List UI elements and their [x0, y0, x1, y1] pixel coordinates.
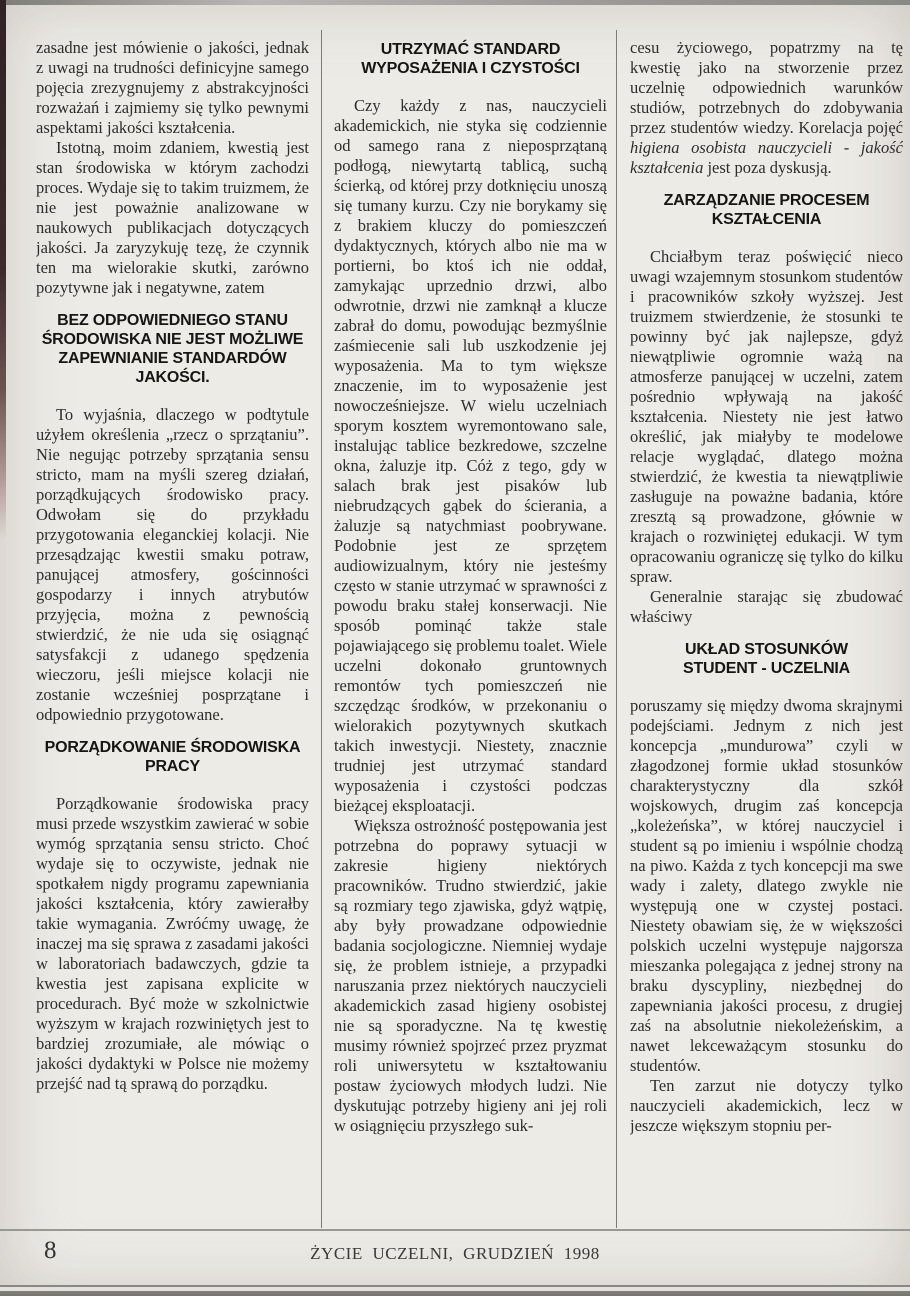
paragraph-text: jest poza dyskusją. — [703, 158, 832, 177]
footer-rule — [0, 1229, 910, 1231]
footer-journal-title: ŻYCIE UCZELNI, GRUDZIEŃ 1998 — [310, 1244, 600, 1263]
paragraph: Chciałbym teraz poświęcić nieco uwagi wzajemnym stosunkom studentów i pracowników szkoły wyższej. Jest truizmem stwierdzenie, że stosunki te powinny być jak najlepsze, gdyż niewątpliwie ogromnie ważą na atmosferze panującej w uczelni, zatem pośrednio wpływają na jakość kształcenia. Niestety nie jest łatwo określić, jak miałyby te modelowe relacje wyglądać, dlatego można stwierdzić, że kwestia ta niewątpliwie zasługuje na poważne badania, które zresztą są prowadzone, głównie w krajach o rozwiniętej edukacji. W tym opracowaniu ograniczę się tylko do kilku spraw. — [630, 247, 903, 586]
paragraph — [630, 38, 903, 178]
scan-edge-top — [0, 0, 910, 5]
scan-edge-left — [0, 0, 6, 540]
paragraph: Istotną, moim zdaniem, kwestią jest stan środowiska w którym zachodzi proces. Wydaje się to takim truizmem, że nie jest poważnie analizowane w naukowych publikacjach dotyczących jakości. Ja zaryzykuję tezę, że czynnik ten ma wielorakie skutki, zarówno pozytywne jak i negatywne, zatem — [36, 138, 309, 297]
paragraph: To wyjaśnia, dlaczego w podtytule użyłem określenia „rzecz o sprzątaniu”. Nie negując potrzeby sprzątania sensu stricto, mam na myśli szereg działań, porządkujących środowisko pracy. Odwołam się do przykładu przygotowania eleganckiej kolacji. Nie przesądzając kwestii smaku potraw, panującej atmosfery, gościnności gospodarzy i innych atrybutów przyjęcia, można z pewnością stwierdzić, że nie uda się osiągnąć satysfakcji z udanego spędzenia wieczoru, jeśli miejsce kolacji nie zostanie wcześniej posprzątane i odpowiednio przygotowane. — [36, 405, 309, 724]
scan-edge-bottom — [0, 1285, 910, 1296]
section-heading: PORZĄDKOWANIE ŚRODOWISKA PRACY — [44, 739, 301, 775]
paragraph: Ten zarzut nie dotyczy tylko nauczycieli akademickich, lecz w jeszcze większym stopniu per- — [630, 1076, 903, 1135]
paragraph: zasadne jest mówienie o jakości, jednak z uwagi na trudności definicyjne samego pojęcia zrezygnujemy z abstrakcyjności rozważań i zajmiemy się tylko pewnymi aspektami jakości kształcenia. — [36, 38, 309, 137]
column-left — [36, 38, 309, 1226]
column-divider — [321, 30, 322, 1228]
section-heading: UKŁAD STOSUNKÓW STUDENT - UCZELNIA — [682, 641, 851, 677]
column-middle — [334, 38, 607, 1226]
paragraph: Większa ostrożność postępowania jest potrzebna do poprawy sytuacji w zakresie higieny niektórych pracowników. Trudno stwierdzić, jakie są rozmiary tego zjawiska, gdyż wątpię, aby były prowadzane odpowiednie badania socjologiczne. Niemniej wydaje się, że problem istnieje, a przypadki naruszania przez niektórych nauczycieli akademickich zasad higieny osobistej nie są sporadyczne. Na tę kwestię musimy również spojrzeć przez pryzmat roli uniwersytetu w kształtowaniu postaw życiowych młodych ludzi. Nie dyskutując potrzeby higieny ani jej roli w osiągnięciu przyszłego suk- — [334, 816, 607, 1135]
section-heading: BEZ ODPOWIEDNIEGO STANU ŚRODOWISKA NIE JEST MOŻLIWE ZAPEWNIANIE STANDARDÓW JAKOŚCI. — [41, 312, 304, 386]
section-heading: UTRZYMAĆ STANDARD WYPOSAŻENIA I CZYSTOŚCI — [361, 41, 580, 77]
column-right — [630, 38, 903, 1226]
paragraph: poruszamy się między dwoma skrajnymi podejściami. Jednym z nich jest koncepcja „mundurowa” czyli w złagodzonej formie układ stosunków charakterystyczny dla szkół wojskowych, drugim zaś koncepcja „koleżeńska”, w której nauczyciel i student są po imieniu i wspólnie chodzą na piwo. Każda z tych koncepcji ma swe wady i zalety, dlatego zwykle nie występują one w czystej postaci. Niestety obawiam się, że w większości polskich uczelni występuje najgorsza mieszanka polegająca z jednej strony na braku dyscypliny, niezbędnej do zapewniania jakości procesu, z drugiej zaś na absolutnie niekoleżeńskim, a nawet lekceważącym stosunku do studentów. — [630, 696, 903, 1075]
paragraph: Czy każdy z nas, nauczycieli akademickich, nie styka się codziennie od samego rana z nieposprzątaną podłogą, niewytartą tablicą, suchą ścierką, od której przy dotknięciu unoszą się tumany kurzu. Czy nie borykamy się z brakiem kluczy do pomieszczeń dydaktycznych, których albo nie ma w portierni, bo ktoś ich nie oddał, zamykając uprzednio drzwi, albo odwrotnie, drzwi nie zamknął a klucze zabrał do domu, powodując bezmyślnie zaśmiecenie sali lub uszkodzenie jej wyposażenia. Ma to tym większe znaczenie, im to wyposażenie jest nowocześniejsze. W wielu uczelniach sporym kosztem wyremontowano sale, instalując tablice bezkredowe, szczelne okna, żaluzje itp. Cóż z tego, gdy w salach brak jest pisaków lub niebrudzących gąbek do ścierania, a żaluzje są natychmiast poobrywane. Podobnie jest ze sprzętem audiowizualnym, który nie jesteśmy często w stanie utrzymać w sprawności z powodu braku stałej konserwacji. Nie sposób pominąć także stale pojawiającego się problemu toalet. Wiele uczelni dokonało gruntownych remontów tych pomieszczeń nie szczędząc środków, w przekonaniu o wielorakich pozytywnych skutkach takich inwestycji. Niestety, znacznie trudniej jest utrzymać standard wyposażenia i czystości podczas bieżącej eksploatacji. — [334, 96, 607, 815]
section-heading: ZARZĄDZANIE PROCESEM KSZTAŁCENIA — [663, 192, 870, 228]
column-divider — [616, 30, 617, 1228]
paragraph: Generalnie starając się zbudować właściwy — [630, 587, 903, 626]
paragraph: Porządkowanie środowiska pracy musi przede wszystkim zawierać w sobie wymóg sprzątania sensu stricto. Choć wydaje się to oczywiste, jednak nie spotkałem nigdy programu zapewniania jakości kształcenia, który zawierałby takie wymagania. Zwróćmy uwagę, że inaczej ma się sprawa z zasadami jakości w laboratoriach badawczych, gdzie ta kwestia jest zapisana explicite w procedurach. Być może w szkolnictwie wyższym w krajach rozwiniętych jest to bardziej zrozumiałe, ale mówiąc o jakości dydaktyki w Polsce nie możemy przejść nad tą sprawą do porządku. — [36, 794, 309, 1093]
page-number: 8 — [44, 1237, 57, 1264]
paragraph-text: cesu życiowego, popatrzmy na tę kwestię jako na stworzenie przez uczelnię odpowiednich warunków studiów, potrzebnych do zdobywania przez studentów wiedzy. Korelacja pojęć — [630, 38, 903, 137]
italic-phrase: higiena osobista nauczycieli - jakość kształcenia — [630, 138, 903, 177]
